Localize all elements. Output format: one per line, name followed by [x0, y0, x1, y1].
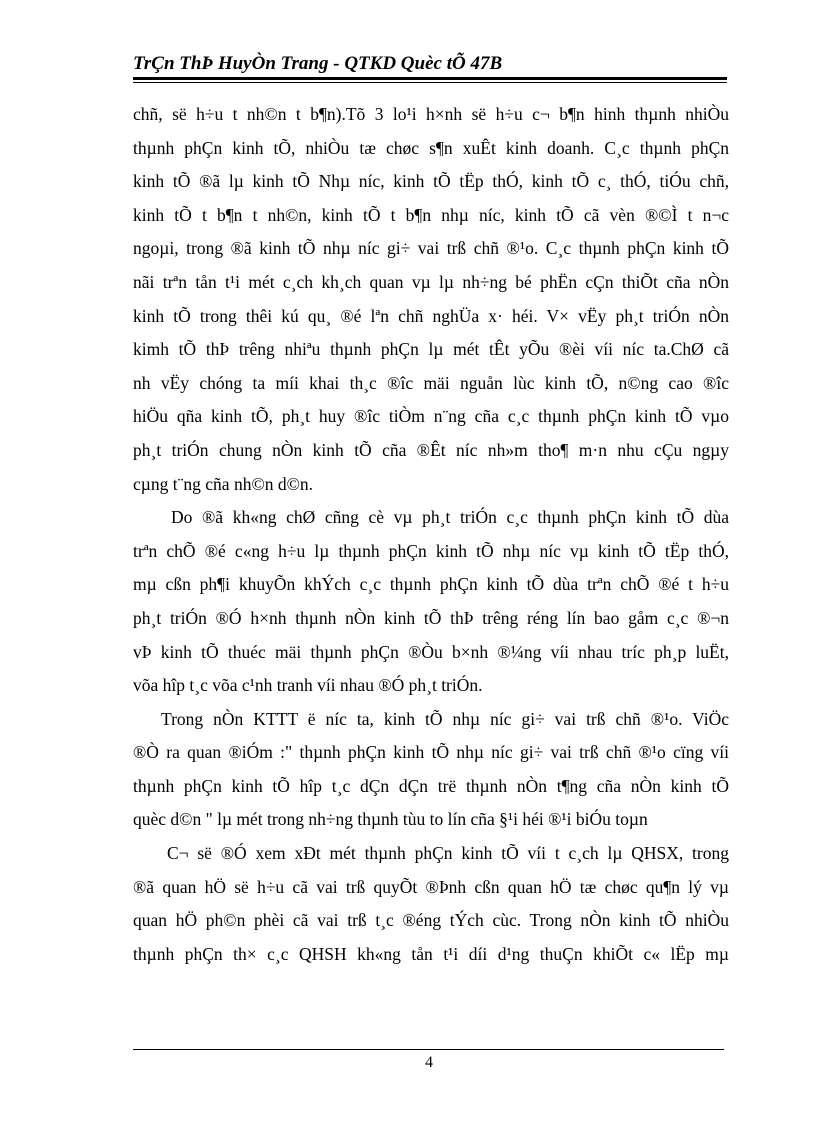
text-line: hiÖu qña kinh tÕ, ph¸t huy ®îc tiÒm n¨ng cña c¸c thµnh phÇn kinh tÕ vµo	[133, 406, 729, 427]
header-title: TrÇn ThÞ HuyÒn Trang - QTKD Quèc tÕ 47B	[133, 53, 503, 74]
text-line: quèc d©n " lµ mét trong nh÷ng thµnh tùu to lín cña §¹i héi ®¹i biÓu toµn	[133, 809, 648, 830]
text-line: ngoµi, trong ®ã kinh tÕ nhµ níc gi÷ vai trß chñ ®¹o. C¸c thµnh phÇn kinh tÕ	[133, 238, 729, 259]
page-header	[133, 50, 727, 84]
text-line: nãi trªn tån t¹i mét c¸ch kh¸ch quan vµ lµ nh÷ng bé phËn cÇn thiÕt cña nÒn	[133, 271, 729, 292]
text-line: kinh tÕ trong thêi kú qu¸ ®é lªn chñ nghÜa x· héi. V× vËy ph¸t triÓn nÒn	[133, 305, 729, 326]
text-line: trªn chÕ ®é c«ng h÷u lµ thµnh phÇn kinh tÕ nhµ níc vµ kinh tÕ tËp thÓ,	[133, 540, 729, 561]
paragraph-2	[133, 501, 729, 703]
text-line: Trong nÒn KTTT ë níc ta, kinh tÕ nhµ níc gi÷ vai trß chñ ®¹o. ViÖc	[161, 708, 729, 729]
text-line: ph¸t triÓn chung nÒn kinh tÕ cña ®Êt níc nh»m tho¶ m·n nhu cÇu ngµy	[133, 439, 729, 460]
text-line: chñ, së h÷u t nh©n t b¶n).Tõ 3 lo¹i h×nh së h÷u c¬ b¶n hinh thµnh nhiÒu	[133, 104, 729, 124]
text-line: ph¸t triÓn ®Ó h×nh thµnh nÒn kinh tÕ thÞ trêng réng lín bao gåm c¸c ®¬n	[133, 607, 729, 628]
text-line: kimh tÕ thÞ trêng nhiªu thµnh phÇn lµ mét tÊt yÕu ®èi víi níc ta.ChØ cã	[133, 339, 729, 360]
page-number: 4	[425, 1054, 433, 1071]
text-line: cµng t¨ng cña nh©n d©n.	[133, 473, 314, 494]
footer-rule	[133, 1049, 724, 1050]
text-line: ®Ò ra quan ®iÓm :" thµnh phÇn kinh tÕ nhµ níc gi÷ vai trß chñ ®¹o cïng víi	[133, 742, 729, 763]
paragraph-4	[133, 837, 729, 971]
text-line: kinh tÕ t b¶n t nh©n, kinh tÕ t b¶n nhµ níc, kinh tÕ cã vèn ®©Ì t n¬c	[133, 204, 729, 225]
text-line: thµnh phÇn kinh tÕ, nhiÒu tæ chøc s¶n xuÊt kinh doanh. C¸c thµnh phÇn	[133, 137, 729, 158]
text-line: C¬ së ®Ó xem xÐt mét thµnh phÇn kinh tÕ víi t c¸ch lµ QHSX, trong	[167, 843, 729, 864]
text-line: thµnh phÇn th× c¸c QHSH kh«ng tån t¹i díi d¹ng thuÇn khiÕt c« lËp mµ	[133, 943, 729, 964]
text-line: nh vËy chóng ta míi khai th¸c ®îc mäi nguån lùc kinh tÕ, n©ng cao ®îc	[133, 372, 729, 393]
text-line: kinh tÕ ®ã lµ kinh tÕ Nhµ níc, kinh tÕ tËp thÓ, kinh tÕ c¸ thÓ, tiÓu chñ,	[133, 171, 729, 192]
header-rule-thick	[133, 77, 727, 80]
text-line: Do ®ã kh«ng chØ cñng cè vµ ph¸t triÓn c¸c thµnh phÇn kinh tÕ dùa	[171, 507, 729, 528]
text-line: mµ cßn ph¶i khuyÕn khÝch c¸c thµnh phÇn kinh tÕ dùa trªn chÕ ®é t h÷u	[133, 574, 729, 595]
text-line: thµnh phÇn kinh tÕ hîp t¸c dÇn dÇn trë thµnh nÒn t¶ng cña nÒn kinh tÕ	[133, 775, 729, 796]
document-body	[133, 98, 729, 971]
text-line: ®ã quan hÖ së h÷u cã vai trß quyÕt ®Þnh cßn quan hÖ tæ chøc qu¶n lý vµ	[133, 876, 729, 897]
paragraph-3	[133, 703, 729, 837]
text-line: võa hîp t¸c võa c¹nh tranh víi nhau ®Ó ph¸t triÓn.	[133, 675, 483, 696]
paragraph-1	[133, 98, 729, 501]
header-rule-thin	[133, 82, 727, 83]
text-line: vÞ kinh tÕ thuéc mäi thµnh phÇn ®Òu b×nh ®¼ng víi nhau tríc ph¸p luËt,	[133, 641, 729, 662]
text-line: quan hÖ ph©n phèi cã vai trß t¸c ®éng tÝch cùc. Trong nÒn kinh tÕ nhiÒu	[133, 910, 729, 931]
